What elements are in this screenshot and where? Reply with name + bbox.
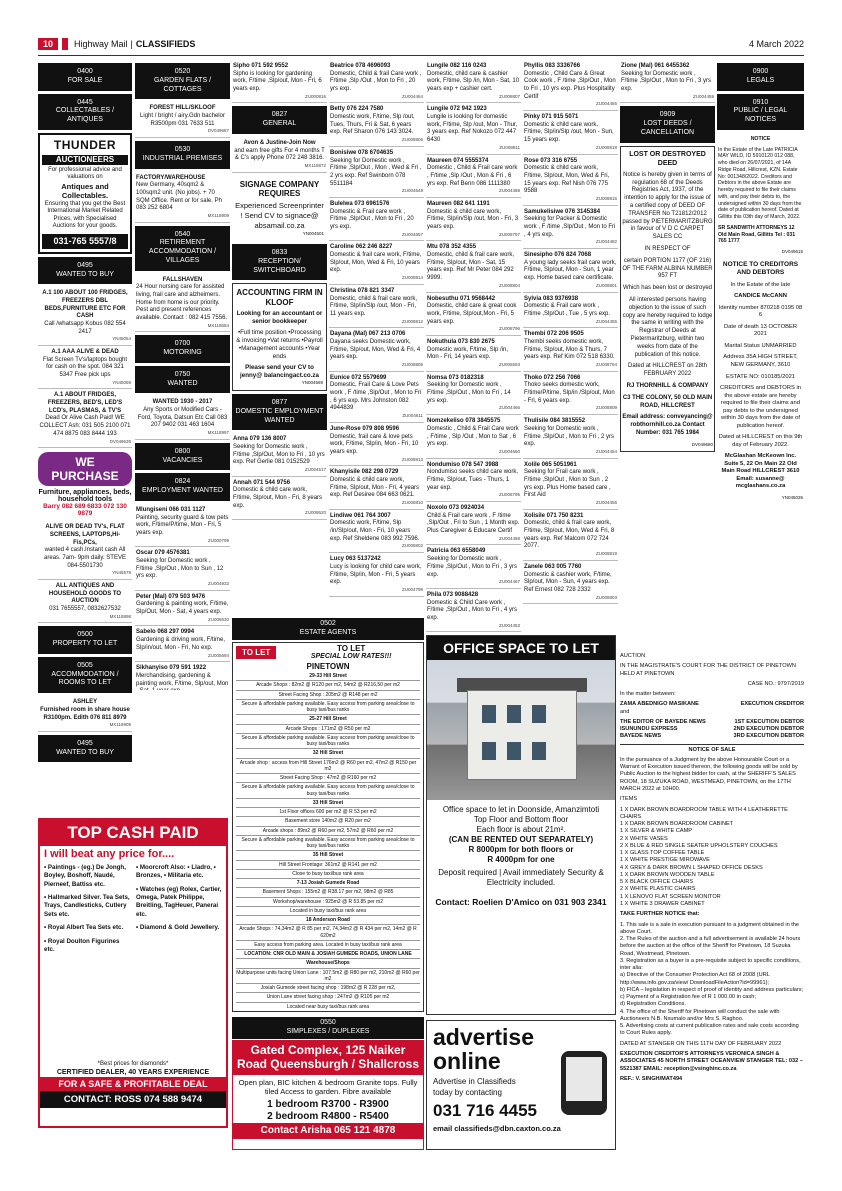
section-employment-wanted: 0824 EMPLOYMENT WANTED	[135, 473, 230, 501]
classified-ad: Annah 071 544 9756 Domestic & child care work, F/time, Slp/out, Mon - Fri, 8 years exp. ZU008620	[232, 477, 327, 520]
publication-name: Highway Mail	[74, 39, 128, 49]
to-let-row: Arcade Shops : 171m2 @ R50 per m2	[236, 725, 420, 734]
classified-ad: Pinky 071 915 5071 Domestic & child care work, F/time, Slp/in/Slp /out, Mon - Sun, 15 years exp. ZU008818	[523, 111, 618, 154]
section-name: CLASSIFIEDS	[135, 39, 196, 49]
office-space-ad: OFFICE SPACE TO LET Office space to let in Doonside, Amanzimtoti Top Floor and Bottom floor Each floor is about 21m². (CAN BE RENTED OUT SEPARATELY) R 8000pm for both floors or R 4000pm for one Deposit required | Avail immediately Security & Electricity included. Contact: Roelien D'Amico on 031 903 2341	[426, 635, 616, 1015]
auction-item: 1 X DARK BROWN BOARDROOM CABINET	[620, 821, 734, 828]
to-let-row: Arcade shop : access from Hill Street 176m2 @ R60 per m2, 47m2 @ R150 per m2	[236, 759, 420, 775]
column-6	[523, 60, 618, 690]
ashley-ad: ASHLEY Furnished room in share house R3100pm. Edith 076 811 8979 MX118909	[38, 696, 132, 732]
classified-ad: Thoko 072 256 7066 Thoko seeks domestic work, F/time/P/time, Slp/in /Slp/out, Mon - Fri, 6 years exp. ZU008809	[523, 372, 618, 415]
classified-ad: Sinesipho 076 824 7068 A young lady seeks frail care work, F/time, Slp/out, Mon - Sun, 1 year exp. Home based care certificate. ZU008801	[523, 249, 618, 292]
classified-ad: Xolisile 071 750 8231 Domestic, child & frail care work, F/time, Slp/out, Mon, Wed & Fri, 8 years exp. Ref Malcom 072 724 2077. ZU008819	[523, 510, 618, 561]
auction-notice: 5. Advertising costs at current publication rates and sale costs according to Court Rules apply.	[620, 1023, 799, 1037]
to-let-row: Arcade Shops : 82m2 @ R120 per m2, 54m2 @ R216,50 per m2	[236, 681, 420, 690]
top-cash-item: • Royal Albert Tea Sets etc.	[44, 924, 124, 932]
auction-item: 4 X GREY & DARK BROWN L SHAPED OFFICE DESKS	[620, 864, 763, 871]
auction-item: 1 X WHITE PRESTIGE MIROWAVE	[620, 857, 710, 864]
signage-ad: SIGNAGE COMPANY REQUIRES Experienced Screenprinter ! Send CV to signace@ absamail.co.za YN004501	[235, 179, 324, 237]
section-public-notices: 0910 PUBLIC / LEGAL NOTICES	[717, 94, 804, 130]
to-let-row: Union Lane street facing shop : 247m2 @ R105 per m2	[236, 993, 420, 1002]
section-garden-flats: 0520 GARDEN FLATS / COTTAGES	[135, 63, 230, 99]
section-property-to-let: 0500 PROPERTY TO LET	[38, 626, 132, 654]
classified-ad: Maureen 074 5555374 Domestic , Child & Frail care work , F/time ,Slp /Out , Mon & Fri , 6 yrs exp. Ref Benn 086 1111380 ZU004488	[426, 155, 521, 198]
classified-ad: Noxolo 073 0924034 Child & Frail care work , F /time ,Slp/Out , Fri to Sun , 1 Month exp. Plus Caregiver & Educare Certif ZU004458	[426, 502, 521, 545]
auction-item: 1 X DARK BROWN WOODEN TABLE	[620, 871, 715, 878]
column-3	[232, 60, 327, 690]
to-let-row: Secure & affordable parking available. Easy access from parking area/close to busy taxi/bus ranks	[236, 783, 420, 799]
to-let-row: Close to busy taxi/bus rank area	[236, 870, 420, 879]
to-let-row: Josiah Gumede street facing shop : 198m2 @ R 228 per m2,	[236, 984, 420, 993]
to-let-row: Located near busy taxi/bus rank area	[236, 1003, 420, 1012]
top-cash-item: • Moorcroft Also: • Lladro, • Bronzes, • Militaria etc.	[136, 864, 216, 880]
thunder-auctioneers-ad: THUNDER AUCTIONEERS For professional advice and valuations on Antiques and Collectables. Ensuring that you get the Best International Market Related Prices, with Specialised Auctions for your goods. 031-765 5557/8	[38, 133, 132, 254]
classified-ad: Samukelisiwe 076 3145384 Seeking for Packer & Domestic work , F /time ,Slp/Out , Mon to Fri , 4 yrs exp. ZU004482	[523, 206, 618, 249]
section-collectables: 0445 COLLECTABLES / ANTIQUES	[38, 94, 132, 130]
classified-ad: ALIVE OR DEAD TV's, FLAT SCREENS, LAPTOPS,Hi-Fis,PCs, wanted 4 cash.Instant cash All areas. 7am- 9pm daily. STEVE 084-5501730 YN45579	[38, 521, 132, 580]
to-let-row: Workshop/warehouse : 925m2 @ R 53.85 per m2	[236, 898, 420, 907]
section-wanted-to-buy: 0495 WANTED TO BUY	[38, 257, 132, 285]
lost-deed-notice: LOST OR DESTROYED DEED Notice is hereby given in terms of regulation 68 of the Deeds Registries Act, 1937, of the intention to apply for the issue of a certified copy of DEED OF TRANSFER No T21812/2012 passed by PIETERMARITZBURG in favour of V D C CARPET SALES CC IN RESPECT OF certain PORTION 1177 (OF 216) OF THE FARM ALBINA NUMBER 957 FT Which has been lost or destroyed All interested persons having objection to the issue of such copy are hereby required to lodge the same in writing with the Registrar of Deeds at Pietermaritzburg, within two weeks from date of the publication of this notice. Dated at HILLCREST on 28th FEBRUARY 2022 RJ THORNHILL & COMPANY C3 THE COLONY, 50 OLD MAIN ROAD, HILLCREST Email address: conveyancing@ robthornhill.co.za Contact Number: 031 765 1984 DV049680	[620, 146, 715, 452]
to-let-row: LOCATION: CNR OLD MAIN & JOSIAH GUMEDE ROADS, UNION LANE	[236, 950, 420, 959]
to-let-rows: 29-33 Hill Street Arcade Shops : 82m2 @ R120 per m2, 54m2 @ R216,50 per m2 Street Facing Shop : 205m2 @ R148 per m2 Secure & affordable parking available. Easy access from parking area/close to busy taxi/bus ranks 25-27 Hill Street Arcade Shops : 171m2 @ R50 per m2 Secure & affordable parking available. Easy access from parking area/close to busy taxi/bus ranks 32 Hill Street Arcade shop : access from Hill Street 176m2 @ R60 per m2, 47m2 @ R150 per m2 Street Facing Shop : 47m2 @ R160 per m2 Secure & affordable parking available. Easy access from parking area/close to busy taxi/bus ranks 33 Hill Street 1st Floor offices 600 per m2 @ R 53 per m2 Basement store 140m2 @ R20 per m2 Arcade shops : 89m2 @ R60 per m2, 57m2 @ R60 per m2 Secure & affordable parking available. Easy access from parking area/close to busy taxi/bus ranks 35 Hill Street Hill Street Frontage: 361m2 @ R141 per m2 Close to busy taxi/bus rank area 7-13 Josiah Gumede Road Basement Shops : 155m2 @ R38.17 per m2, 98m2 @ R85 Workshop/warehouse : 925m2 @ R 53.85 per m2 Located in busy taxi/bus rank area 18 Anderson Road Arcade Shops : 74,34m2 @ R 85 per m2, 74,34m2 @ R 434 per m2, 14m2 @ R 620m2 Easy access from parking area. Located in busy taxi/bus rank area LOCATION: CNR OLD MAIN & JOSIAH GUMEDE ROADS, UNION LANE Warehouse/Shops Multipurpose units facing Union Lane : 107.5m2 @ R80 per m2, 210m2 @ R60 per m2 Josiah Gumede street facing shop : 198m2 @ R 228 per m2, Union Lane street facing shop : 247m2 @ R105 per m2 Located near busy taxi/bus rank area	[233, 671, 423, 1012]
classified-ad: Lungile 082 116 0243 Domestic, child care & cashier work, F/time, Slp /in, Mon - Sat, 10 years exp + cashier cert. ZU008807	[426, 60, 521, 103]
header-rule	[38, 55, 804, 56]
classified-ad: Patricia 063 6558049 Seeking for Domestic work , F/time ,Slp/Out , Mon to Fri , 3 yrs exp. ZU004467	[426, 545, 521, 588]
classifieds-email: email classifieds@dbn.caxton.co.za	[433, 1124, 561, 1134]
classified-ad: Khanyisile 082 298 0729 Domestic & child care work, F/time, Slp/out, Mon - Fri, 4 years exp. Ref Desiree 084 663 0621. ZU008810	[329, 466, 424, 509]
column-4	[329, 60, 424, 690]
forest-hill-ad: FOREST HILL/SKLOOF Light / bright / airy.Gdn bachelor R3500pm 031 7633 511 DV049687	[135, 102, 230, 138]
classified-ad: Lindiwe 061 764 3007 Domestic work, F/time, Slp /in/Slp/out, Mon - Fri, 10 years exp. Ref Sheldene 083 992 7596. ZU008802	[329, 510, 424, 553]
advertise-online-ad: advertise online Advertise in Classifieds today by contacting 031 716 4455 email classifieds@dbn.caxton.co.za	[426, 1020, 616, 1150]
classified-ad: Dayana (Mal) 067 213 0706 Dayana seeks Domestic work, F/time, Slp/out, Mon, Wed & Fri, 4 years exp. ZU008805	[329, 328, 424, 371]
auction-notice: 3. Registration as a buyer is a pre-requisite subject to specific conditions, inter alia:	[620, 957, 801, 972]
classified-ad: Nondumiso 078 547 3988 Nondumiso seeks child care work, F/time, Slp/out, Tues - Thurs, 1 year exp. ZU008795	[426, 459, 521, 502]
to-let-row: Secure & affordable parking available. Easy access from parking area/close to busy taxi/bus ranks	[236, 836, 420, 852]
section-motoring: 0700 MOTORING	[135, 335, 230, 363]
to-let-row: 25-27 Hill Street	[236, 715, 420, 724]
top-cash-paid-ad: TOP CASH PAID I will beat any price for.... • Paintings - (eg.) De Jongh, Boyley, Boshoff, Naudé, Pierneef, Battiss etc. • Hallmarked Silver. Tea Sets, Trays, Candlesticks, Cutlery Sets etc. • Royal Albert Tea Sets etc. • Royal Doulton Figurines etc. • Moorcroft Also: • Lladro, • Bronzes, • Militaria etc. • Watches (eg) Rolex, Cartier, Omega, Patek Philippe, Breitling, TagHeuer, Panerai etc. • Diamond & Gold Jewellery. *Best prices for diamonds* CERTIFIED DEALER, 40 YEARS EXPERIENCE FOR A SAFE & PROFITABLE DEAL CONTACT: ROSS 074 588 9474	[38, 818, 228, 1128]
auction-item: 2 X WHITE VASES	[620, 835, 668, 842]
classified-ad: Bonisiwe 078 6704635 Seeking for Domestic work , F/time ,Slp/Out , Mon , Wed & Fri , 2 yrs exp. Ref Swinborn 078 5511184 ZU004649	[329, 147, 424, 198]
section-retirement: 0540 RETIREMENT ACCOMMODATION / VILLAGES	[135, 226, 230, 271]
section-accommodation: 0505 ACCOMMODATION / ROOMS TO LET	[38, 657, 132, 693]
classified-ad: Beatrice 078 4696093 Domestic, Child & frail Care work , F/time ,Slp /Out , Mon to Fri , 20 yrs exp. ZU004464	[329, 60, 424, 103]
classified-ad: Zanele 063 005 7760 Domestic & cashier work, F/time, Slp/out, Mon - Sun, 4 years exp. Ref Ernest 082 728 2332 ZU008803	[523, 561, 618, 604]
top-cash-item: • Hallmarked Silver. Tea Sets, Trays, Candlesticks, Cutlery Sets etc.	[44, 894, 130, 918]
sipho-ad: Sipho 071 592 9552 Sipho is looking for gardening work, F/time ,Slp/out, Mon - Fri, 6 years exp. ZU000816	[232, 60, 327, 103]
classified-ad: Caroline 062 246 8227 Domestic & frail care work, F/time, Slp/out, Mon, Wed & Fri, 10 years exp. ZU008814	[329, 241, 424, 284]
section-vacancies: 0800 VACANCIES	[135, 443, 230, 471]
classified-ad: Thembi 072 206 9505 Thembi seeks domestic work, F/time, Slp/out, Mon & Thurs, 7 years exp. Ref Kim 072 518 6330. ZU008794	[523, 328, 618, 371]
classified-ad: Sabelo 068 297 0994 Gardening & driving work, F/time, Slp/in/out, Mon - Fri, No exp. ZU005694	[135, 626, 230, 662]
top-cash-item: • Watches (eg) Rolex, Cartier, Omega, Patek Philippe, Breitling, TagHeuer, Panerai etc.	[136, 885, 222, 918]
to-let-row: Easy access from parking area. Located in busy taxi/bus rank area	[236, 941, 420, 950]
to-let-row: 33 Hill Street	[236, 799, 420, 808]
section-reception: 0833 RECEPTION/ SWITCHBOARD	[232, 244, 327, 280]
section-lost-deeds: 0909 LOST DEEDS / CANCELLATION	[620, 106, 715, 142]
section-wanted: 0750 WANTED	[135, 366, 230, 394]
classified-ad: Eunice 072 5579699 Domestic, Frail Care & Love Pets work , F /time ,Slp/Out , Mon to Fri , 6 yrs exp. Mrs Johnston 082 4944839 ZU004611	[329, 372, 424, 423]
estate-notice-wild: NOTICE In the Estate of the Late PATRICIA MAY WILD, ID 5910120 012 088, who died on 26/07/2021, of 14A Ridge Road, Hillcrest, KZN. Estate No: 001348/2022. Creditors and Debtors in the above Estate are hereby required to file their claims with, and pay their debts to, the undersigned within 30 days from the date of publication hereof. Dated at Gillitts this 03th day of March, 2022. SR SANDWITH ATTORNEYS 12 Old Main Road, Gillitts Tel : 031 765 1777 DV049615	[718, 135, 803, 254]
to-let-row: Street Facing Shop : 205m2 @ R148 per m2	[236, 691, 420, 700]
to-let-row: 18 Anderson Road	[236, 916, 420, 925]
classified-ad: Phila 073 9088428 Domestic & Child Care work , F/time ,Slp/Out , Mon to Fri , 4 yrs exp. ZU004453	[426, 589, 521, 632]
classified-ad: Sylvia 083 9376938 Domestic & Frail care work , F/time ,Slp/Out , Tue , 5 yrs exp. ZU004455	[523, 293, 618, 329]
classified-ad: Thulisile 084 3815552 Seeking for Domestic work , F/time ,Slp/Out , Mon to Fri , 2 yrs exp. ZU004454	[523, 415, 618, 458]
classified-ad: Lucy 063 5137242 Lucy is looking for child care work, F/time, Slp/in, Mon - Fri, 5 years exp. ZU004798	[329, 553, 424, 596]
auction-item: 1 X WHITE 3 DRAWER CABINET	[620, 900, 705, 907]
header-accent	[62, 38, 68, 50]
office-building-photo	[427, 660, 615, 800]
estate-notice-mccann: NOTICE TO CREDITORS AND DEBTORS In the Estate of the late CANDICE McCANN Identity number 870218 0195 08 6 Date of death 13 OCTOBER 2021 Marital Status UNMARRIED Address 35A HIGH STREET, NEW GERMANY, 3610 ESTATE NO: 010185/2021 CREDITORS and DEBTORS in the above estate are hereby required to file their claims and pay debts to the undersigned within 30 days from the date of publication hereof. Dated at HILLCREST on this 9th day of February 2022. McGlashan McKeown Inc. Suite 5, 22 On Main 22 Old Main Road HILLCREST 3610 Email: susanne@ mcglashans.co.za YN045035	[718, 260, 803, 500]
auction-item: 2 X BLUE & RED SINGLE SEATER UPHOLSTERY COUCHES	[620, 842, 778, 849]
auction-notice: AUCTION IN THE MAGISTRATE'S COURT FOR THE DISTRICT OF PINETOWN HELD AT PINETOWN CASE NO.: 9797/2019 In the matter between: ZAMA ABEDNIGO MASIKANE EXECUTION CREDITOR and THE EDITOR OF BAYEDE NEWS 1ST EXECUTION DEBTOR ISUNUNDU EXPRESS 2ND EXECUTION DEBTOR BAYEDE NEWS 3RD EXECUTION DEBTOR NOTICE OF SALE In the pursuance of a Judgment by the above Honourable Court or a Warrant of Execution issued thereon, the following goods will be sold by Public Auction to the highest bidder for cash, at the SHERIFF'S SALES ROOM, 18 SUZUKA ROAD, WESTMEAD, PINETOWN, on the 17TH MARCH 2022 at 10H00. ITEMS 1 X DARK BROWN BOARDROOM TABLE WITH 4 LEATHERETTE CHAIRS 1 X DARK BROWN BOARDROOM CABINET 1 X SILVER & WHITE CAMP 2 X WHITE VASES 2 X BLUE & RED SINGLE SEATER UPHOLSTERY COUCHES 1 X GLASS TOP COFFEE TABLE 1 X WHITE PRESTIGE MIROWAVE 4 X GREY & DARK BROWN L SHAPED OFFICE DESKS 1 X DARK BROWN WOODEN TABLE 5 X BLACK OFFICE CHAIRS 2 X WHITE PLASTIC CHAIRS 1 X LENOVO FLAT SCREEN MONITOR 1 X WHITE 3 DRAWER CABINET TAKE FURTHER NOTICE that: 1. This sale is a sale in execution pursuant to a judgment obtained in the above Court. 2. The Rules of the auction and a full advertisement is available 24 hours before the auction at the office of the Sheriff for Pinetown, 18 Suzuka Road, Westmead, Pinetown. 3. Registration as a buyer is a pre-requisite subject to specific conditions, inter alia: a) Directive of the Consumer Protection Act 68 of 2008 (URL http://www.info.gov.za/view/ DownloadFileAction?id=99961); b) FICA – legislation in respect of proof of identity and address particulars; c) Payment of a Registration fee of R 1 000.00 in cash; d) Registration Conditions. 4. The office of the Sheriff for Pinetown will conduct the sale with Auctioneers N.B. Nxumalo and/or Mrs S. Raghoo. 5. Advertising costs at current publication rates and sale costs according to Court Rules apply. DATED AT STANGER ON THIS 11TH DAY OF FEBRUARY 2022 EXECUTION CREDITOR'S ATTORNEYS VERONICA SINGH & ASSOCIATES 45 NORTH STREET OCEANVIEW STANGER TEL: 032 – 5521387 EMAIL: reception@vsinghinc.co.za REF.: V. SINGH/MAT494	[620, 653, 804, 1082]
to-let-badge: TO LET	[236, 646, 276, 659]
to-let-row: Basement Shops : 155m2 @ R38.17 per m2, 98m2 @ R85	[236, 888, 420, 897]
to-let-row: 7-13 Josiah Gumede Road	[236, 879, 420, 888]
auction-notice: a) Directive of the Consumer Protection Act 68 of 2008 (URL http://www.info.gov.za/view/ DownloadFileAction?id=99961);	[620, 972, 770, 986]
to-let-row: Basement store 140m2 @ R20 per m2	[236, 817, 420, 826]
classified-ad: Xolile 065 5051961 Seeking for Frail care work , F/time ,Slp/Out , Mon to Sun , 2 yrs exp. Plus Home based care , First Aid ZU004456	[523, 459, 618, 510]
classified-ad: Christina 078 821 3347 Domestic, child & frail care work, F/time, Slp/in/Slp /out, Mon - Fri, 11 years exp. ZU008812	[329, 285, 424, 328]
to-let-row: Secure & affordable parking available. Easy access from parking area/close to busy taxi/bus ranks	[236, 734, 420, 750]
auction-item: 1 X DARK BROWN BOARDROOM TABLE WITH 4 LEATHERETTE CHAIRS	[620, 806, 788, 820]
column-5	[426, 60, 521, 690]
fallshaven-ad: FALLSHAVEN 24 Hour nursing care for assisted living, frail care and alzheimers. Home from home is our priority. Pest and present references available. Contact : 082 415 7556. MX118684	[135, 274, 230, 333]
section-for-sale: 0400 FOR SALE	[38, 63, 132, 91]
factory-ad: FACTORY/WAREHOUSE New Germany, 40sqm2 & 100sqm2 unit. (No jobs). + 70 SQM Office. Rent or for sale. Ph 083 252 6804 MX118909	[135, 172, 230, 223]
classified-ad: Rose 073 316 6755 Domestic & child care work, F/time, Slp/out, Mon, Wed & Fri, 15 years exp. Ref Nish 076 775 9588 ZU008815	[523, 155, 618, 206]
classified-ad: Oscar 079 4576381 Seeking for Domestic work , F/time ,Slp/Out , Mon to Sun , 12 yrs exp. ZU004933	[135, 547, 230, 590]
column-2	[135, 60, 230, 690]
auction-notice: c) Payment of a Registration fee of R 1 000.00 in cash;	[620, 994, 756, 1001]
page-header: 10 Highway Mail | CLASSIFIEDS 4 March 2022	[38, 36, 804, 52]
classified-ad: Bulelwa 073 6961576 Domestic & Frail care work , F/time ,Slp/Out , Mon to Fri , 20 yrs exp. ZU004657	[329, 198, 424, 241]
auction-item: 5 X BLACK OFFICE CHAIRS	[620, 879, 694, 886]
auction-notice: b) FICA – legislation in respect of proof of identity and address particulars;	[620, 986, 804, 993]
classified-ad: Nokuthula 073 830 2675 Domestic work, F/time, Slp /in, Mon - Fri, 14 years exp. ZU005593	[426, 336, 521, 372]
column-7	[620, 60, 715, 690]
auction-item: 1 X GLASS TOP COFFEE TABLE	[620, 850, 705, 857]
accounting-firm-ad: ACCOUNTING FIRM IN KLOOF Looking for an accountant or senior bookkeeper •Full time position •Processing & invoicing •Vat returns •Payroll •Management accounts •Year ends Please send your CV to jenny@ balancingact.co.za YN004569	[232, 283, 327, 391]
auction-notice: 4. The office of the Sheriff for Pinetown will conduct the sale with Auctioneers N.B. Nxumalo and/or Mrs S. Raghoo.	[620, 1008, 780, 1022]
classified-ad: Peter (Mal) 079 503 9476 Gardening & painting work, F/time, Slp/Out, Mon - Sat, 4 years exp. ZU008630	[135, 591, 230, 627]
to-let-row: 32 Hill Street	[236, 749, 420, 758]
classified-ad: June-Rose 079 808 9596 Domestic, frail care & love pets work, F/time, Slp/in, Mon - Fri, 10 years exp. ZU008813	[329, 423, 424, 466]
to-let-row: Secure & affordable parking available. Easy access from parking area/close to busy taxi/bus ranks	[236, 700, 420, 716]
classified-ad: Mtu 078 352 4355 Domestic, child & frail care work, F/time, Slp/out, Mon - Sat, 15 years exp. Ref Mr Peter 084 292 9999. ZU008804	[426, 241, 521, 292]
classifieds-phone: 031 716 4455	[433, 1101, 537, 1121]
gated-complex-ad: Gated Complex, 125 Naiker Road Queensburgh / Shallcross Open plan, BIC kitchen & bedroom Granite tops. Fully tiled Access to garden. Fibre available 1 bedroom R3700 - R3900 2 bedroom R4800 - R5400 Contact Arisha 065 121 4878	[232, 1040, 424, 1150]
to-let-row: Arcade shops : 89m2 @ R60 per m2, 57m2 @ R60 per m2	[236, 827, 420, 836]
section-estate-agents: 0502 ESTATE AGENTS	[232, 618, 424, 640]
classified-ad: Mlungiseni 066 031 1127 Painting, security guard & tow pets work, F/time/P/time, Mon - Fri, 5 years exp. ZU000799	[135, 504, 230, 547]
top-cash-items	[40, 862, 226, 1060]
to-let-row: 35 Hill Street	[236, 851, 420, 860]
auction-item: 1 X LENOVO FLAT SCREEN MONITOR	[620, 893, 721, 900]
classified-ad: Lungile 072 942 1923 Lungile is looking for domestic work, F/time, Slp /out, Mon - Thur, 3 years exp. Ref Nokozo 072 447 6430 ZU008811	[426, 103, 521, 154]
auction-notice: 2. The Rules of the auction and a full advertisement is available 24 hours before the auction at the office of the Sheriff for Pinetown, 18 Suzuka Road, Westmead, Pinetown.	[620, 936, 801, 957]
classified-ad: Nomsa 073 0182318 Seeking for Domestic work , F/time ,Slp/Out , Mon to Fri , 14 yrs exp. ZU004466	[426, 372, 521, 415]
classified-ad: Nobesuthu 071 9568442 Domestic, child care & great cook work, F/time, Slp/out,Mon - Fri, 5 years exp. ZU008796	[426, 293, 521, 336]
classified-ad: Betty 076 224 7580 Domestic work, F/time, Slp /out, Tues, Thurs, Fri & Sat, 6 years exp. Ref Sharon 076 143 3024. ZU008806	[329, 103, 424, 146]
section-domestic-employment: 0877 DOMESTIC EMPLOYMENT WANTED	[232, 394, 327, 430]
phone-hand-icon	[561, 1051, 607, 1115]
top-cash-item: • Diamond & Gold Jewellery.	[136, 924, 220, 932]
section-industrial: 0530 INDUSTRIAL PREMISES	[135, 141, 230, 169]
classified-ad: Anna 079 136 8007 Seeking for Domestic work , F/time ,Slp/Out, Mon to Fri , 10 yrs exp. Ref Gerlie 081 0152529 ZU004517	[232, 433, 327, 476]
section-wanted-to-buy-2: 0495 WANTED TO BUY	[38, 735, 132, 763]
classified-ad: ALL ANTIQUES AND HOUSEHOLD GOODS TO AUCTION 031 7655557, 0832627532 MX118898	[38, 580, 132, 623]
auction-notice: 1. This sale is a sale in execution pursuant to a judgment obtained in the above Court.	[620, 921, 800, 935]
classified-ad: A.1 AAA ALIVE & DEAD Flat Screen Tv's/laptops bought for cash on the spot. 084 321 5347 Free pick ups YN45059	[38, 346, 132, 389]
section-simplexes: 0550 SIMPLEXES / DUPLEXES	[232, 1017, 424, 1039]
to-let-row: Located in busy taxi/bus rank area	[236, 907, 420, 916]
zione-ad: Zione (Mal) 061 6455362 Seeking for Domestic work , F/time ,Slp/Out , Mon to Fri , 3 yrs exp. ZU004459	[620, 60, 715, 103]
to-let-row: 1st Floor offices 600 per m2 @ R 53 per m2	[236, 808, 420, 817]
top-cash-item: • Royal Doulton Figurines etc.	[44, 937, 120, 953]
page-number: 10	[38, 38, 58, 50]
classified-ad: A.1 100 ABOUT 100 FRIDGES, FREEZERS DBL BEDS,FURNITURE ETC FOR CASH Call /whatsapp Kobus 082 554 2417 YN45054	[38, 287, 132, 346]
auction-item: 2 X WHITE PLASTIC CHAIRS	[620, 886, 696, 893]
classified-ad: Phyllis 083 3336766 Domestic , Child Care & Great Cook work , F /time ,Slp/Out , Mon to Fri , 10 yrs exp. Plus Hospitality Certif ZU004465	[523, 60, 618, 111]
section-general: 0827 GENERAL	[232, 106, 327, 134]
top-cash-item: • Paintings - (eg.) De Jongh, Boyley, Boshoff, Naudé, Pierneef, Battiss etc.	[44, 864, 126, 888]
we-purchase-ad: WE PURCHASE Furniture, appliances, beds, household tools Barry 082 689 6833 072 130 9879	[38, 452, 132, 517]
column-8	[717, 60, 804, 690]
issue-date: 4 March 2022	[748, 39, 804, 49]
to-let-row: Street Facing Shop : 47m2 @ R160 per m2	[236, 774, 420, 783]
avon-ad: Avon & Justine-Join Now and earn free gifts For 4 months T & C's apply Phone 072 248 3816. MX118872	[232, 137, 327, 173]
to-let-row: Arcade Shops : 74,34m2 @ R 85 per m2, 74,34m2 @ R 434 per m2, 14m2 @ R 620m2	[236, 925, 420, 941]
classified-ad: Sikhanyiso 079 591 1922 Merchandising, gardening & painting work, F/time, Slp/out, Mon	[135, 662, 230, 690]
to-let-row: Multipurpose units facing Union Lane : 107.5m2 @ R80 per m2, 210m2 @ R60 per m2	[236, 969, 420, 985]
wanted-cars-ad: WANTED 1930 - 2017 Any Sports or Modified Cars - Ford, Toyota, Datsun Etc Call 083 207 9402 031 463 1604 MX118997	[135, 396, 230, 439]
auction-notice: d) Registration Conditions.	[620, 1001, 686, 1008]
to-let-row: Warehouse/Shops	[236, 959, 420, 968]
classified-ad: A.1 ABOUT FRIDGES, FREEZERS, BED'S, LED'S LCD's, PLASMAS, & TV'S Dead Or Alive Cash Paid! WE COLLECT Ash: 031 505 2100 071 474 8875 083 8444 193 DV049639	[38, 389, 132, 448]
auction-item: 1 X SILVER & WHITE CAMP	[620, 828, 693, 835]
section-legals: 0900 LEGALS	[717, 63, 804, 91]
to-let-row: Hill Street Frontage: 361m2 @ R141 per m2	[236, 861, 420, 870]
classified-ad: Maureen 082 641 1191 Domestic & child care work, F/time, Slp/in/Slp /out, Mon - Fri, 3 years exp. ZU008797	[426, 198, 521, 241]
classified-ad: Nomzekeliso 078 3845575 Domestic , Child & Frail Care work , F/time , Slp /Out , Mon to Sat , 6 yrs exp. ZU004660	[426, 415, 521, 458]
to-let-pinetown-ad: TO LET TO LET SPECIAL LOW RATES!!! PINETOWN 29-33 Hill Street Arcade Shops : 82m2 @ R120 per m2, 54m2 @ R216,50 per m2 Street Facing Shop : 205m2 @ R148 per m2 Secure & affordable parking available. Easy access from parking area/close to busy taxi/bus ranks 25-27 Hill Street Arcade Shops : 171m2 @ R50 per m2 Secure & affordable parking available. Easy access from parking area/close to busy taxi/bus ranks 32 Hill Street Arcade shop : access from Hill Street 176m2 @ R60 per m2, 47m2 @ R150 per m2 Street Facing Shop : 47m2 @ R160 per m2 Secure & affordable parking available. Easy access from parking area/close to busy taxi/bus ranks 33 Hill Street 1st Floor offices 600 per m2 @ R 53 per m2 Basement store 140m2 @ R20 per m2 Arcade shops : 89m2 @ R60 per m2, 57m2 @ R60 per m2 Secure & affordable parking available. Easy access from parking area/close to busy taxi/bus ranks 35 Hill Street Hill Street Frontage: 361m2 @ R141 per m2 Close to busy taxi/bus rank area 7-13 Josiah Gumede Road Basement Shops : 155m2 @ R38.17 per m2, 98m2 @ R85 Workshop/warehouse : 925m2 @ R 53.85 per m2 Located in busy taxi/bus rank area 18 Anderson Road Arcade Shops : 74,34m2 @ R 85 per m2, 74,34m2 @ R 434 per m2, 14m2 @ R 620m2 Easy access from parking area. Located in busy taxi/bus rank area LOCATION: CNR OLD MAIN & JOSIAH GUMEDE ROADS, UNION LANE Warehouse/Shops Multipurpose units facing Union Lane : 107.5m2 @ R80 per m2, 210m2 @ R60 per m2 Josiah Gumede street facing shop : 198m2 @ R 228 per m2, Union Lane street facing shop : 247m2 @ R105 per m2 Located near busy taxi/bus rank area	[232, 642, 424, 1012]
